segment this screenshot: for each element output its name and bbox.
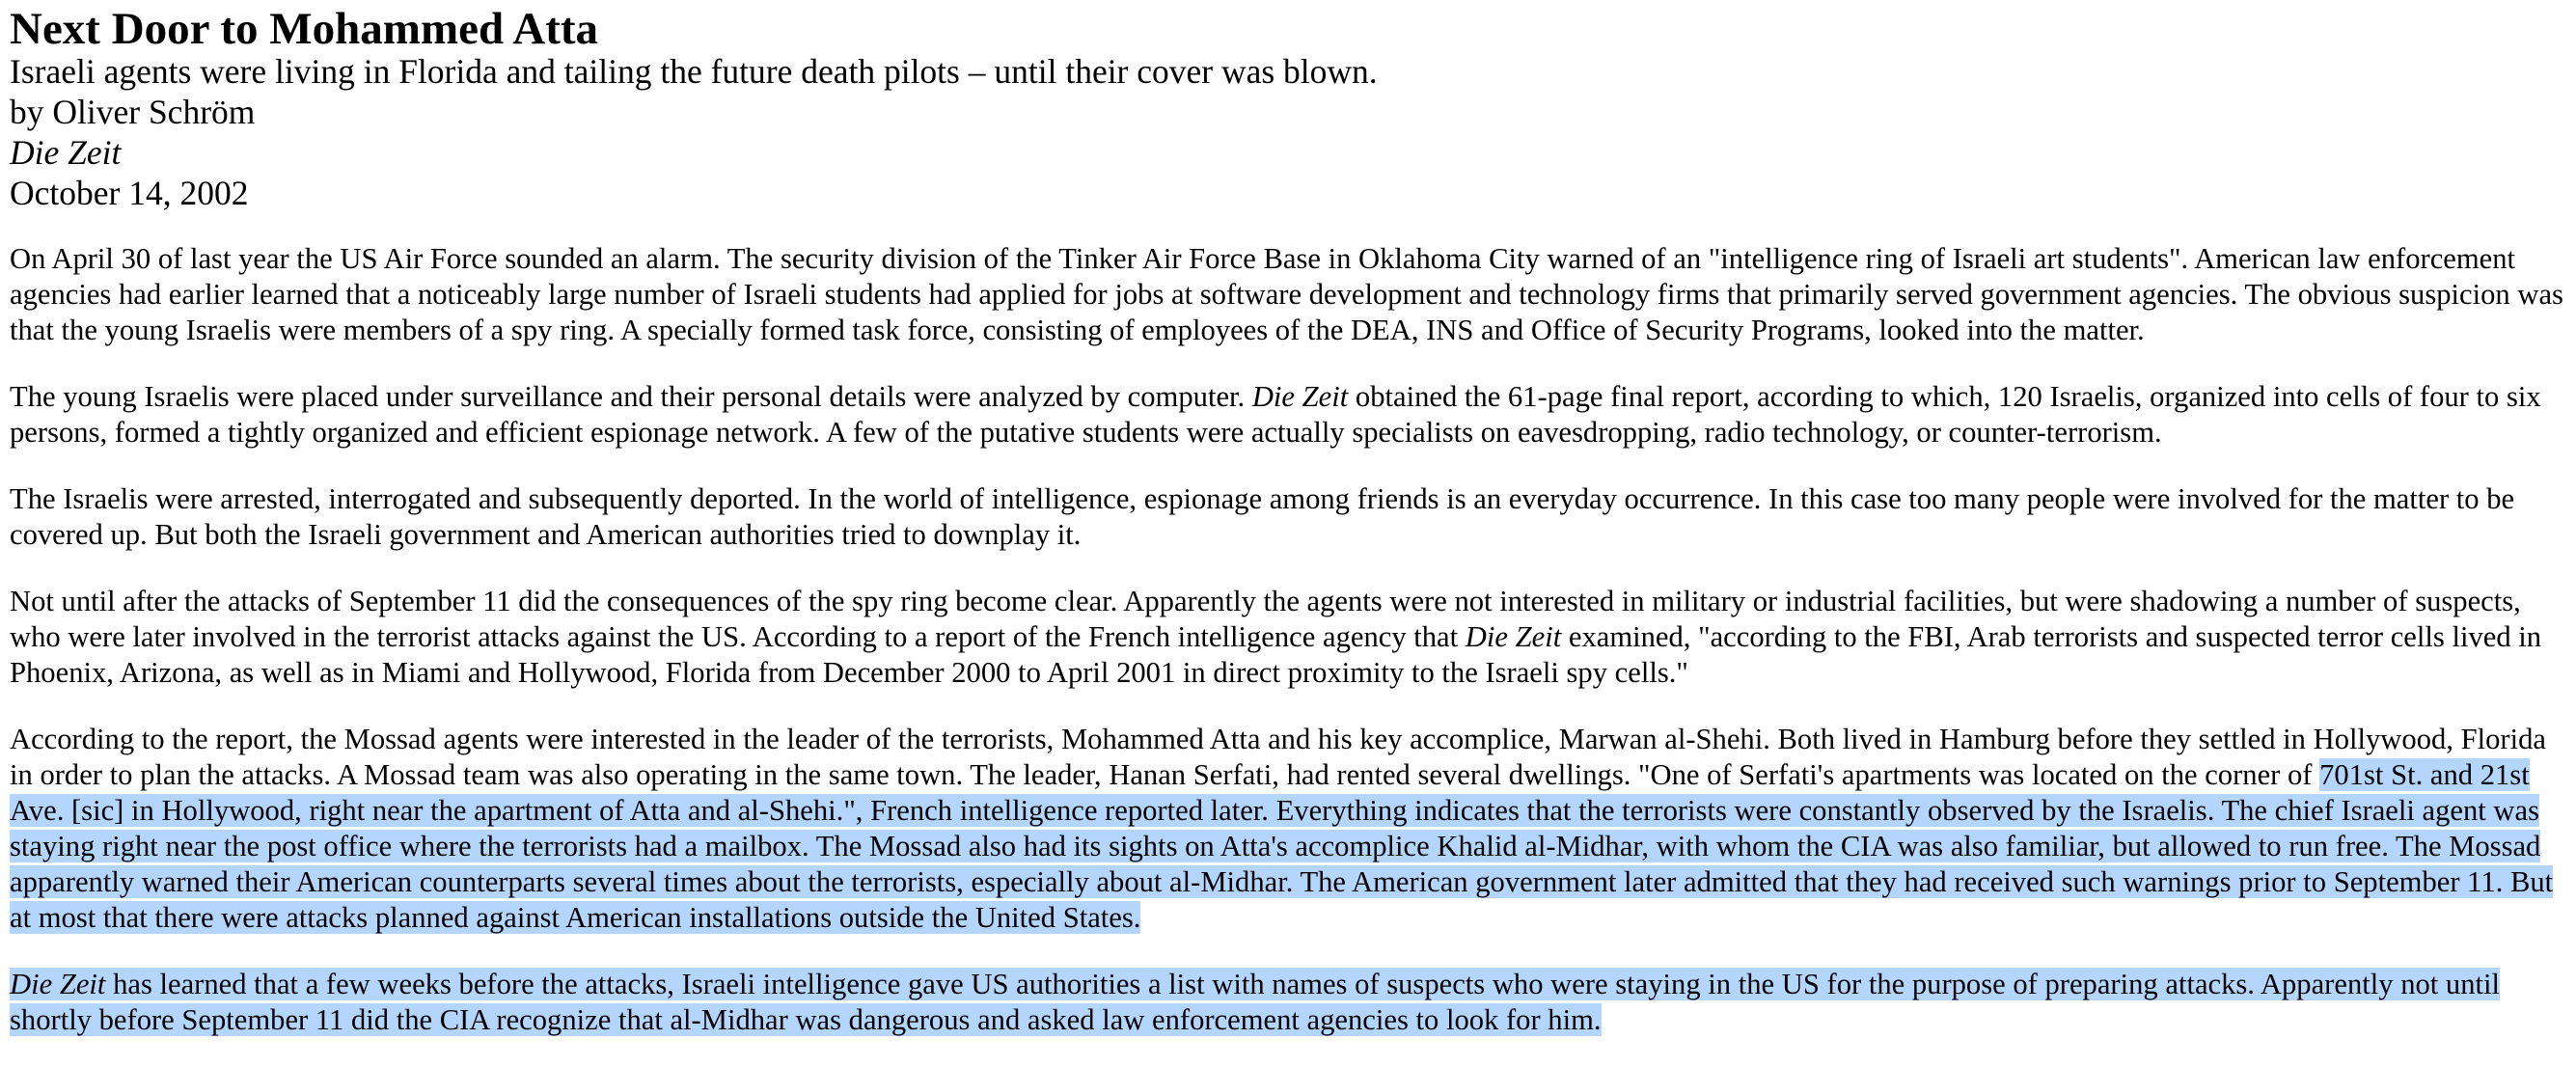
article-date: October 14, 2002 xyxy=(10,174,249,212)
selected-text[interactable] xyxy=(10,968,2500,1036)
paragraph-6-text-b: has learned that a few weeks before the attacks, Israeli intelligence gave US authorities a list with names of suspects who were staying in the US for the purpose of preparing attacks. Apparently not until shortly before September 11 did the CIA recognize that al-Midhar was dangerous and asked law enforcement agencies to look for him. xyxy=(10,968,2501,1036)
paragraph-2-text-b: obtained the 61-page final report, according to which, 120 Israelis, organized into cells of four to six persons, formed a tightly organized and efficient espionage network. A few of the putative students were actually specialists on eavesdropping, radio technology, or counter-terrorism. xyxy=(10,380,2541,449)
publication-name: Die Zeit xyxy=(10,968,106,1000)
paragraph-5-text-a: According to the report, the Mossad agents were interested in the leader of the terrorists, Mohammed Atta and his key accomplice, Marwan al-Shehi. Both lived in Hamburg before they settled in Hollywood, Florida in order to plan the attacks. A Mossad team was also operating in the same town. The leader, Hanan Serfati, had rented several dwellings. "One of Serfati's apartments was located on the corner of xyxy=(10,723,2546,791)
paragraph-2 xyxy=(10,379,2566,451)
paragraph-4-text-a: Not until after the attacks of September 11 did the consequences of the spy ring become clear. Apparently the agents were not interested in military or industrial facilities, but were shadowing a number of suspects, who were later involved in the terrorist attacks against the US. According to a report of the French intelligence agency that xyxy=(10,585,2521,653)
paragraph-1: On April 30 of last year the US Air Force sounded an alarm. The security division of the Tinker Air Force Base in Oklahoma City warned of an "intelligence ring of Israeli art students". American law enforcement agencies had earlier learned that a noticeably large number of Israeli students had applied for jobs at software development and technology firms that primarily served government agencies. The obvious suspicion was that the young Israelis were members of a spy ring. A specially formed task force, consisting of employees of the DEA, INS and Office of Security Programs, looked into the matter. xyxy=(10,242,2563,346)
article-subtitle: Israeli agents were living in Florida and tailing the future death pilots – until their cover was blown. xyxy=(10,52,1378,91)
article-publication: Die Zeit xyxy=(10,133,122,172)
paragraph-3: The Israelis were arrested, interrogated and subsequently deported. In the world of intelligence, espionage among friends is an everyday occurrence. In this case too many people were involved for the matter to be covered up. But both the Israeli government and American authorities tried to downplay it. xyxy=(10,482,2515,551)
publication-name: Die Zeit xyxy=(1465,620,1562,653)
article-byline: by Oliver Schröm xyxy=(10,93,256,131)
selected-text[interactable]: 701st St. and 21st Ave. [sic] in Hollywood, right near the apartment of Atta and al-Shehi.", French intelligence reported later. Everything indicates that the terrorists were constantly observed by the Israelis. The chief Israeli agent was staying right near the post office where the terrorists had a mailbox. The Mossad also had its sights on Atta's accomplice Khalid al-Midhar, with whom the CIA was also familiar, but allowed to run free. The Mossad apparently warned their American counterparts several times about the terrorists, especially about al-Midhar. The American government later admitted that they had received such warnings prior to September 11. But at most that there were attacks planned against American installations outside the United States. xyxy=(10,758,2554,934)
paragraph-5 xyxy=(10,722,2566,936)
paragraph-2-text-a: The young Israelis were placed under surveillance and their personal details were analyzed by computer. xyxy=(10,380,1252,413)
paragraph-4 xyxy=(10,584,2566,691)
article-meta xyxy=(10,51,2566,213)
article-title: Next Door to Mohammed Atta xyxy=(10,4,599,54)
publication-name: Die Zeit xyxy=(1251,380,1349,413)
paragraph-4-text-b: examined, "according to the FBI, Arab terrorists and suspected terror cells lived in Phoenix, Arizona, as well as in Miami and Hollywood, Florida from December 2000 to April 2001 in direct proximity to the Israeli spy cells." xyxy=(10,620,2542,689)
paragraph-6 xyxy=(10,967,2566,1038)
